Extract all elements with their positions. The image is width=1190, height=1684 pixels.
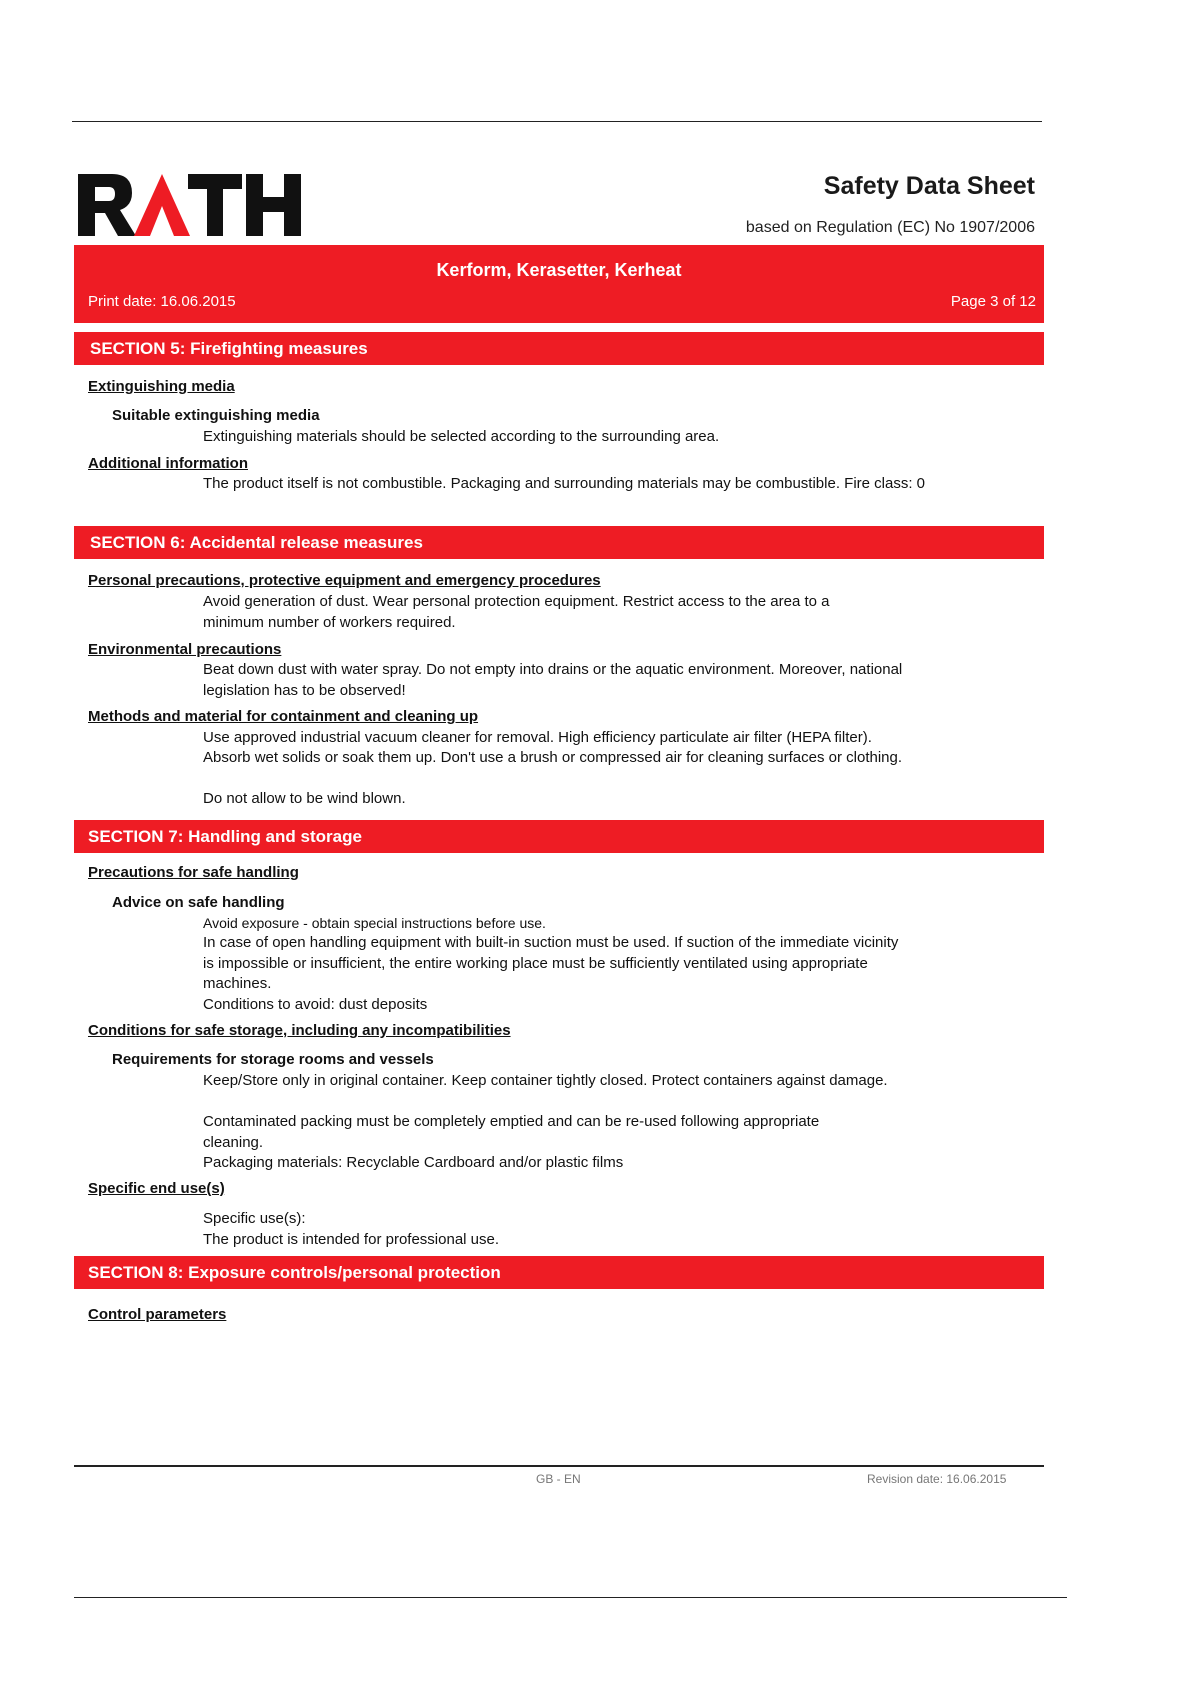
end-use-text-2: The product is intended for professional use.	[203, 1231, 500, 1248]
footer-rule	[74, 1465, 1044, 1467]
print-date: Print date: 16.06.2015	[88, 293, 236, 310]
section-8-header: SECTION 8: Exposure controls/personal protection	[74, 1256, 1044, 1289]
advice-text-1: Avoid exposure - obtain special instructions before use.	[203, 915, 546, 931]
additional-info-heading: Additional information	[88, 455, 248, 472]
section-7-header: SECTION 7: Handling and storage	[74, 820, 1044, 853]
page-number: Page 3 of 12	[950, 293, 1036, 310]
storage-requirements-heading: Requirements for storage rooms and vessels	[112, 1051, 434, 1068]
section-6-header: SECTION 6: Accidental release measures	[74, 526, 1044, 559]
storage-text-2: Contaminated packing must be completely emptied and can be re-used following appropriate cleaning.	[203, 1113, 820, 1151]
containment-methods-heading: Methods and material for containment and cleaning up	[88, 708, 479, 725]
environmental-precautions-text: Beat down dust with water spray. Do not empty into drains or the aquatic environment. Moreover, national legislation has to be observed!	[203, 661, 903, 699]
rath-logo	[78, 170, 308, 240]
regulation-reference: based on Regulation (EC) No 1907/2006	[745, 219, 1035, 236]
product-banner	[74, 245, 1044, 323]
advice-heading: Advice on safe handling	[112, 894, 285, 911]
additional-info-text: The product itself is not combustible. Packaging and surrounding materials may be combustible. Fire class: 0	[203, 475, 926, 492]
containment-text-2: Absorb wet solids or soak them up. Don't use a brush or compressed air for cleaning surfaces or clothing.	[203, 749, 903, 766]
section-5-header: SECTION 5: Firefighting measures	[74, 332, 1044, 365]
footer-language-code: GB - EN	[536, 1472, 581, 1486]
containment-text-1: Use approved industrial vacuum cleaner for removal. High efficiency particulate air filter (HEPA filter).	[203, 729, 872, 746]
product-name: Kerform, Kerasetter, Kerheat	[436, 260, 682, 280]
footer-revision-date: Revision date: 16.06.2015	[867, 1472, 1007, 1486]
storage-text-1: Keep/Store only in original container. Keep container tightly closed. Protect containers against damage.	[203, 1072, 888, 1089]
extinguishing-media-heading: Extinguishing media	[88, 378, 235, 395]
advice-text-3: Conditions to avoid: dust deposits	[203, 996, 428, 1013]
environmental-precautions-heading: Environmental precautions	[88, 641, 282, 658]
control-parameters-heading: Control parameters	[88, 1306, 227, 1323]
safe-handling-heading: Precautions for safe handling	[88, 864, 299, 881]
suitable-media-heading: Suitable extinguishing media	[112, 407, 320, 424]
storage-text-3: Packaging materials: Recyclable Cardboard and/or plastic films	[203, 1154, 624, 1171]
personal-precautions-text: Avoid generation of dust. Wear personal protection equipment. Restrict access to the area to a minimum number of workers required.	[203, 593, 830, 631]
end-use-heading: Specific end use(s)	[88, 1180, 225, 1197]
end-use-text-1: Specific use(s):	[203, 1210, 306, 1227]
document-title: Safety Data Sheet	[823, 172, 1035, 200]
suitable-media-text: Extinguishing materials should be selected according to the surrounding area.	[203, 428, 720, 445]
personal-precautions-heading: Personal precautions, protective equipment and emergency procedures	[88, 572, 601, 589]
containment-text-3: Do not allow to be wind blown.	[203, 790, 406, 807]
bottom-rule	[74, 1597, 1067, 1598]
top-rule	[72, 121, 1042, 122]
safe-storage-heading: Conditions for safe storage, including any incompatibilities	[88, 1022, 511, 1039]
advice-text-2: In case of open handling equipment with built-in suction must be used. If suction of the immediate vicinity is impossible or insufficient, the entire working place must be sufficiently ventilated using appropriate machines.	[203, 934, 899, 992]
